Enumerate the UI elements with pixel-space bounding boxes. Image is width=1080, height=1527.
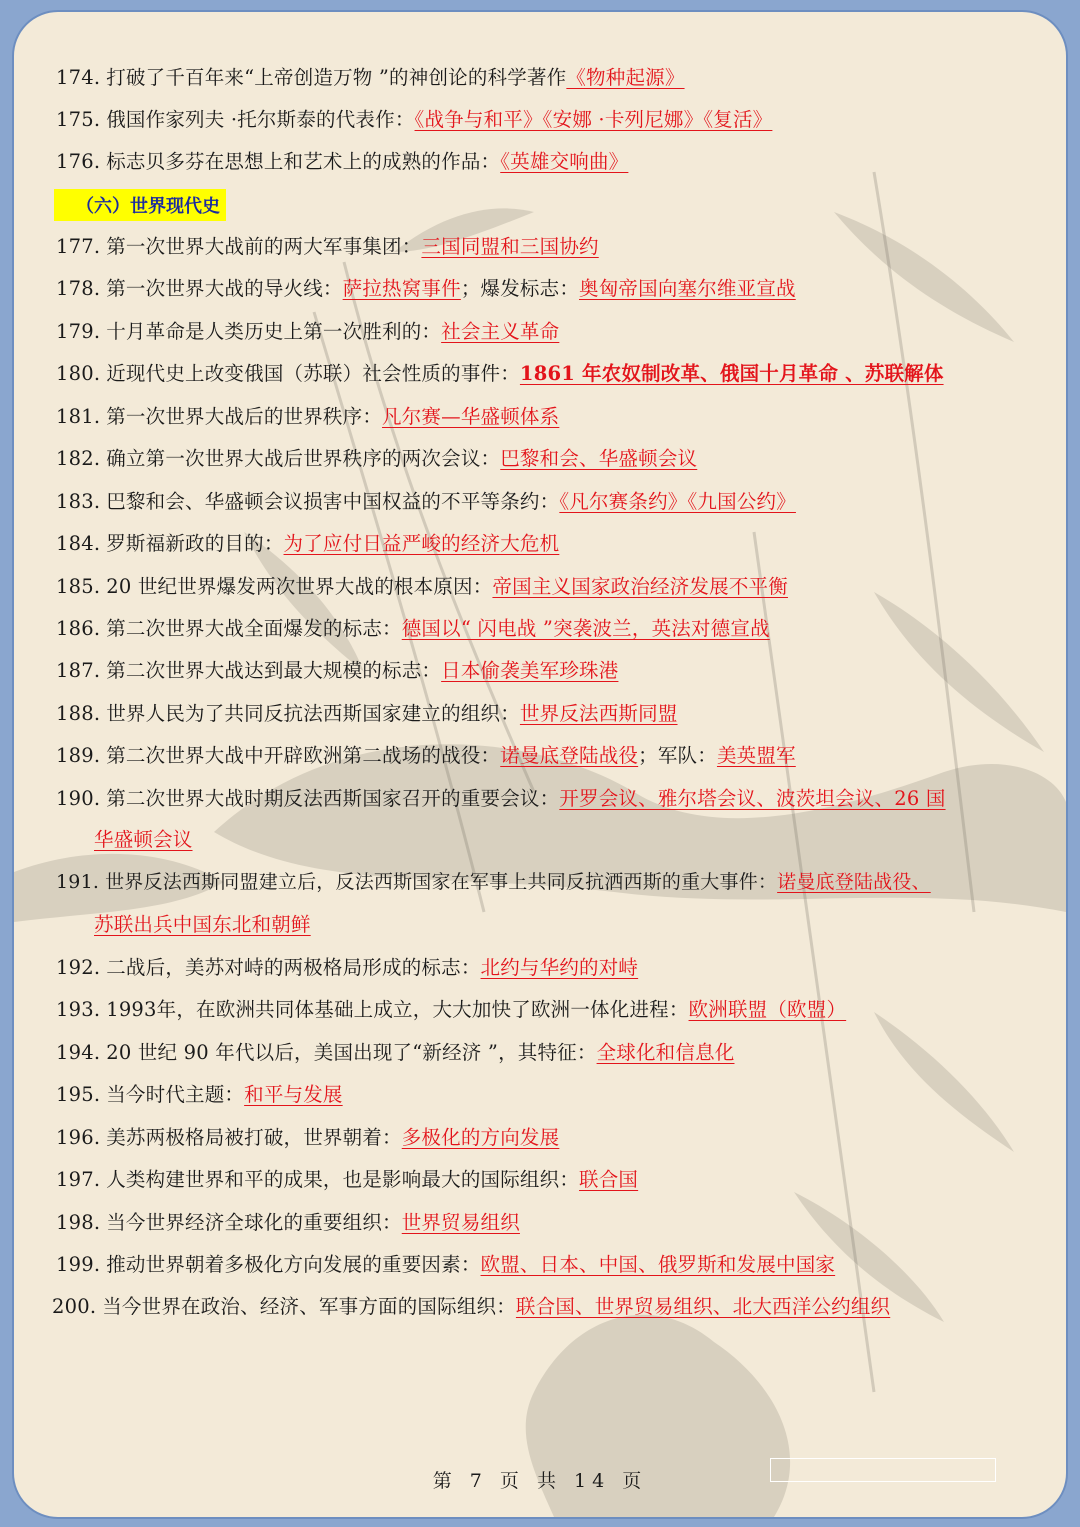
answer-text: 《英雄交响曲》	[500, 150, 629, 173]
list-item-continuation	[94, 824, 193, 852]
list-item	[56, 316, 559, 344]
item-number: 185.	[56, 575, 101, 598]
document-page	[12, 10, 1068, 1519]
item-number: 178.	[56, 277, 101, 300]
list-item	[56, 1079, 343, 1107]
list-item	[56, 740, 796, 768]
question-text: 第二次世界大战全面爆发的标志：	[106, 617, 402, 640]
question-text: 二战后，美苏对峙的两极格局形成的标志：	[106, 956, 481, 979]
list-item	[52, 1291, 890, 1319]
answer-text: 和平与发展	[244, 1083, 343, 1106]
answer-text: 日本偷袭美军珍珠港	[441, 659, 619, 682]
list-item	[56, 1122, 559, 1150]
answer-text: 欧洲联盟（欧盟）	[688, 998, 847, 1021]
question-text: 打破了千百年来“上帝创造万物 ”的神创论的科学著作	[106, 66, 567, 89]
question-text-2: ；军队：	[638, 744, 717, 767]
answer-text: 帝国主义国家政治经济发展不平衡	[492, 575, 788, 598]
question-text: 近现代史上改变俄国（苏联）社会性质的事件：	[106, 362, 520, 385]
answer-text: 三国同盟和三国协约	[421, 235, 599, 258]
question-text: 世界反法西斯同盟建立后，反法西斯国家在军事上共同反抗洒西斯的重大事件：	[105, 871, 778, 893]
question-text: 当今世界经济全球化的重要组织：	[106, 1211, 402, 1234]
answer-text: 《凡尔赛条约》《九国公约》	[559, 490, 796, 513]
answer-text: 开罗会议、雅尔塔会议、波茨坦会议、26 国	[559, 787, 946, 810]
list-item	[56, 273, 796, 301]
question-text: 当今世界在政治、经济、军事方面的国际组织：	[102, 1295, 516, 1318]
question-text: 俄国作家列夫 ·托尔斯泰的代表作：	[106, 108, 415, 131]
item-number: 180.	[56, 362, 101, 385]
item-number: 190.	[56, 787, 101, 810]
question-text: 第一次世界大战前的两大军事集团：	[106, 235, 422, 258]
item-number: 186.	[56, 617, 101, 640]
list-item	[56, 528, 559, 556]
question-text: 第二次世界大战时期反法西斯国家召开的重要会议：	[106, 787, 560, 810]
question-text: 罗斯福新政的目的：	[106, 532, 284, 555]
list-item	[56, 613, 770, 641]
item-number: 200.	[52, 1295, 97, 1318]
answer-text: 北约与华约的对峙	[480, 956, 639, 979]
page-number-footer: 第 7 页 共 14 页	[432, 1470, 648, 1492]
question-text: 当今时代主题：	[106, 1083, 245, 1106]
list-item	[56, 952, 638, 980]
list-item	[56, 783, 946, 811]
answer-text: 《物种起源》	[566, 66, 685, 89]
question-text: 20 世纪世界爆发两次世界大战的根本原因：	[106, 575, 493, 598]
item-number: 195.	[56, 1083, 101, 1106]
list-item	[56, 104, 772, 132]
question-text: 标志贝多芬在思想上和艺术上的成熟的作品：	[106, 150, 501, 173]
question-text: 人类构建世界和平的成果，也是影响最大的国际组织：	[106, 1168, 580, 1191]
list-item	[56, 486, 796, 514]
item-number: 199.	[56, 1253, 101, 1276]
question-text: 十月革命是人类历史上第一次胜利的：	[106, 320, 442, 343]
item-number: 184.	[56, 532, 101, 555]
item-number: 198.	[56, 1211, 101, 1234]
question-text: 第一次世界大战后的世界秩序：	[106, 405, 383, 428]
question-text: 1993年，在欧洲共同体基础上成立，大大加快了欧洲一体化进程：	[106, 998, 689, 1021]
answer-text: 凡尔赛—华盛顿体系	[382, 405, 560, 428]
answer-text-2: 美英盟军	[716, 744, 796, 767]
answer-text: 德国以“ 闪电战 ”突袭波兰，英法对德宣战	[401, 617, 770, 640]
item-number: 174.	[56, 66, 101, 89]
question-text: 20 世纪 90 年代以后，美国出现了“新经济 ”，其特征：	[106, 1041, 597, 1064]
question-text: 第二次世界大战达到最大规模的标志：	[106, 659, 442, 682]
list-item	[56, 443, 697, 471]
list-item	[56, 358, 944, 386]
list-item	[56, 146, 628, 174]
list-item	[56, 231, 599, 259]
question-text: 世界人民为了共同反抗法西斯国家建立的组织：	[106, 702, 520, 725]
section-heading: （六）世界现代史	[54, 189, 226, 221]
item-number: 176.	[56, 150, 101, 173]
answer-text: 欧盟、日本、中国、俄罗斯和发展中国家	[480, 1253, 836, 1276]
list-item	[56, 698, 678, 726]
item-number: 181.	[56, 405, 101, 428]
answer-text: 诺曼底登陆战役	[500, 744, 639, 767]
item-number: 187.	[56, 659, 101, 682]
question-text: 确立第一次世界大战后世界秩序的两次会议：	[106, 447, 501, 470]
item-number: 196.	[56, 1126, 101, 1149]
item-number: 193.	[56, 998, 101, 1021]
question-text: 巴黎和会、华盛顿会议损害中国权益的不平等条约：	[106, 490, 560, 513]
answer-text: 联合国	[579, 1168, 639, 1191]
answer-text-continued: 华盛顿会议	[94, 828, 193, 851]
list-item	[56, 655, 618, 683]
item-number: 192.	[56, 956, 101, 979]
answer-text: 世界反法西斯同盟	[519, 702, 678, 725]
answer-text: 为了应付日益严峻的经济大危机	[283, 532, 560, 555]
list-item	[56, 994, 846, 1022]
list-item	[56, 571, 788, 599]
item-number: 194.	[56, 1041, 101, 1064]
list-item	[56, 1249, 835, 1277]
question-text: 第二次世界大战中开辟欧洲第二战场的战役：	[106, 744, 501, 767]
item-number: 177.	[56, 235, 101, 258]
answer-text: 萨拉热窝事件	[342, 277, 461, 300]
list-item	[56, 1164, 638, 1192]
list-item	[56, 867, 931, 894]
question-text: 第一次世界大战的导火线：	[106, 277, 343, 300]
item-number: 188.	[56, 702, 101, 725]
item-number: 189.	[56, 744, 101, 767]
question-text: 美苏两极格局被打破，世界朝着：	[106, 1126, 402, 1149]
answer-text: 诺曼底登陆战役、	[777, 871, 931, 893]
list-item	[56, 1037, 734, 1065]
item-number: 182.	[56, 447, 101, 470]
item-number: 179.	[56, 320, 101, 343]
item-number: 191.	[56, 871, 100, 893]
item-number: 197.	[56, 1168, 101, 1191]
item-number: 183.	[56, 490, 101, 513]
answer-text: 全球化和信息化	[596, 1041, 735, 1064]
answer-text: 世界贸易组织	[401, 1211, 520, 1234]
answer-text-continued: 苏联出兵中国东北和朝鲜	[94, 913, 311, 936]
list-item-continuation	[94, 909, 311, 937]
list-item	[56, 1207, 520, 1235]
answer-text: 巴黎和会、华盛顿会议	[500, 447, 698, 470]
answer-text: 1861 年农奴制改革、俄国十月革命 、苏联解体	[519, 362, 944, 385]
question-text: 推动世界朝着多极化方向发展的重要因素：	[106, 1253, 481, 1276]
list-item	[56, 401, 559, 429]
question-text-2: ；爆发标志：	[460, 277, 580, 300]
answer-text: 多极化的方向发展	[401, 1126, 560, 1149]
list-item	[56, 62, 685, 90]
answer-text: 社会主义革命	[441, 320, 560, 343]
item-number: 175.	[56, 108, 101, 131]
answer-text-2: 奥匈帝国向塞尔维亚宣战	[579, 277, 796, 300]
answer-text: 《战争与和平》《安娜 ·卡列尼娜》《复活》	[414, 108, 773, 131]
answer-text: 联合国、世界贸易组织、北大西洋公约组织	[515, 1295, 891, 1318]
